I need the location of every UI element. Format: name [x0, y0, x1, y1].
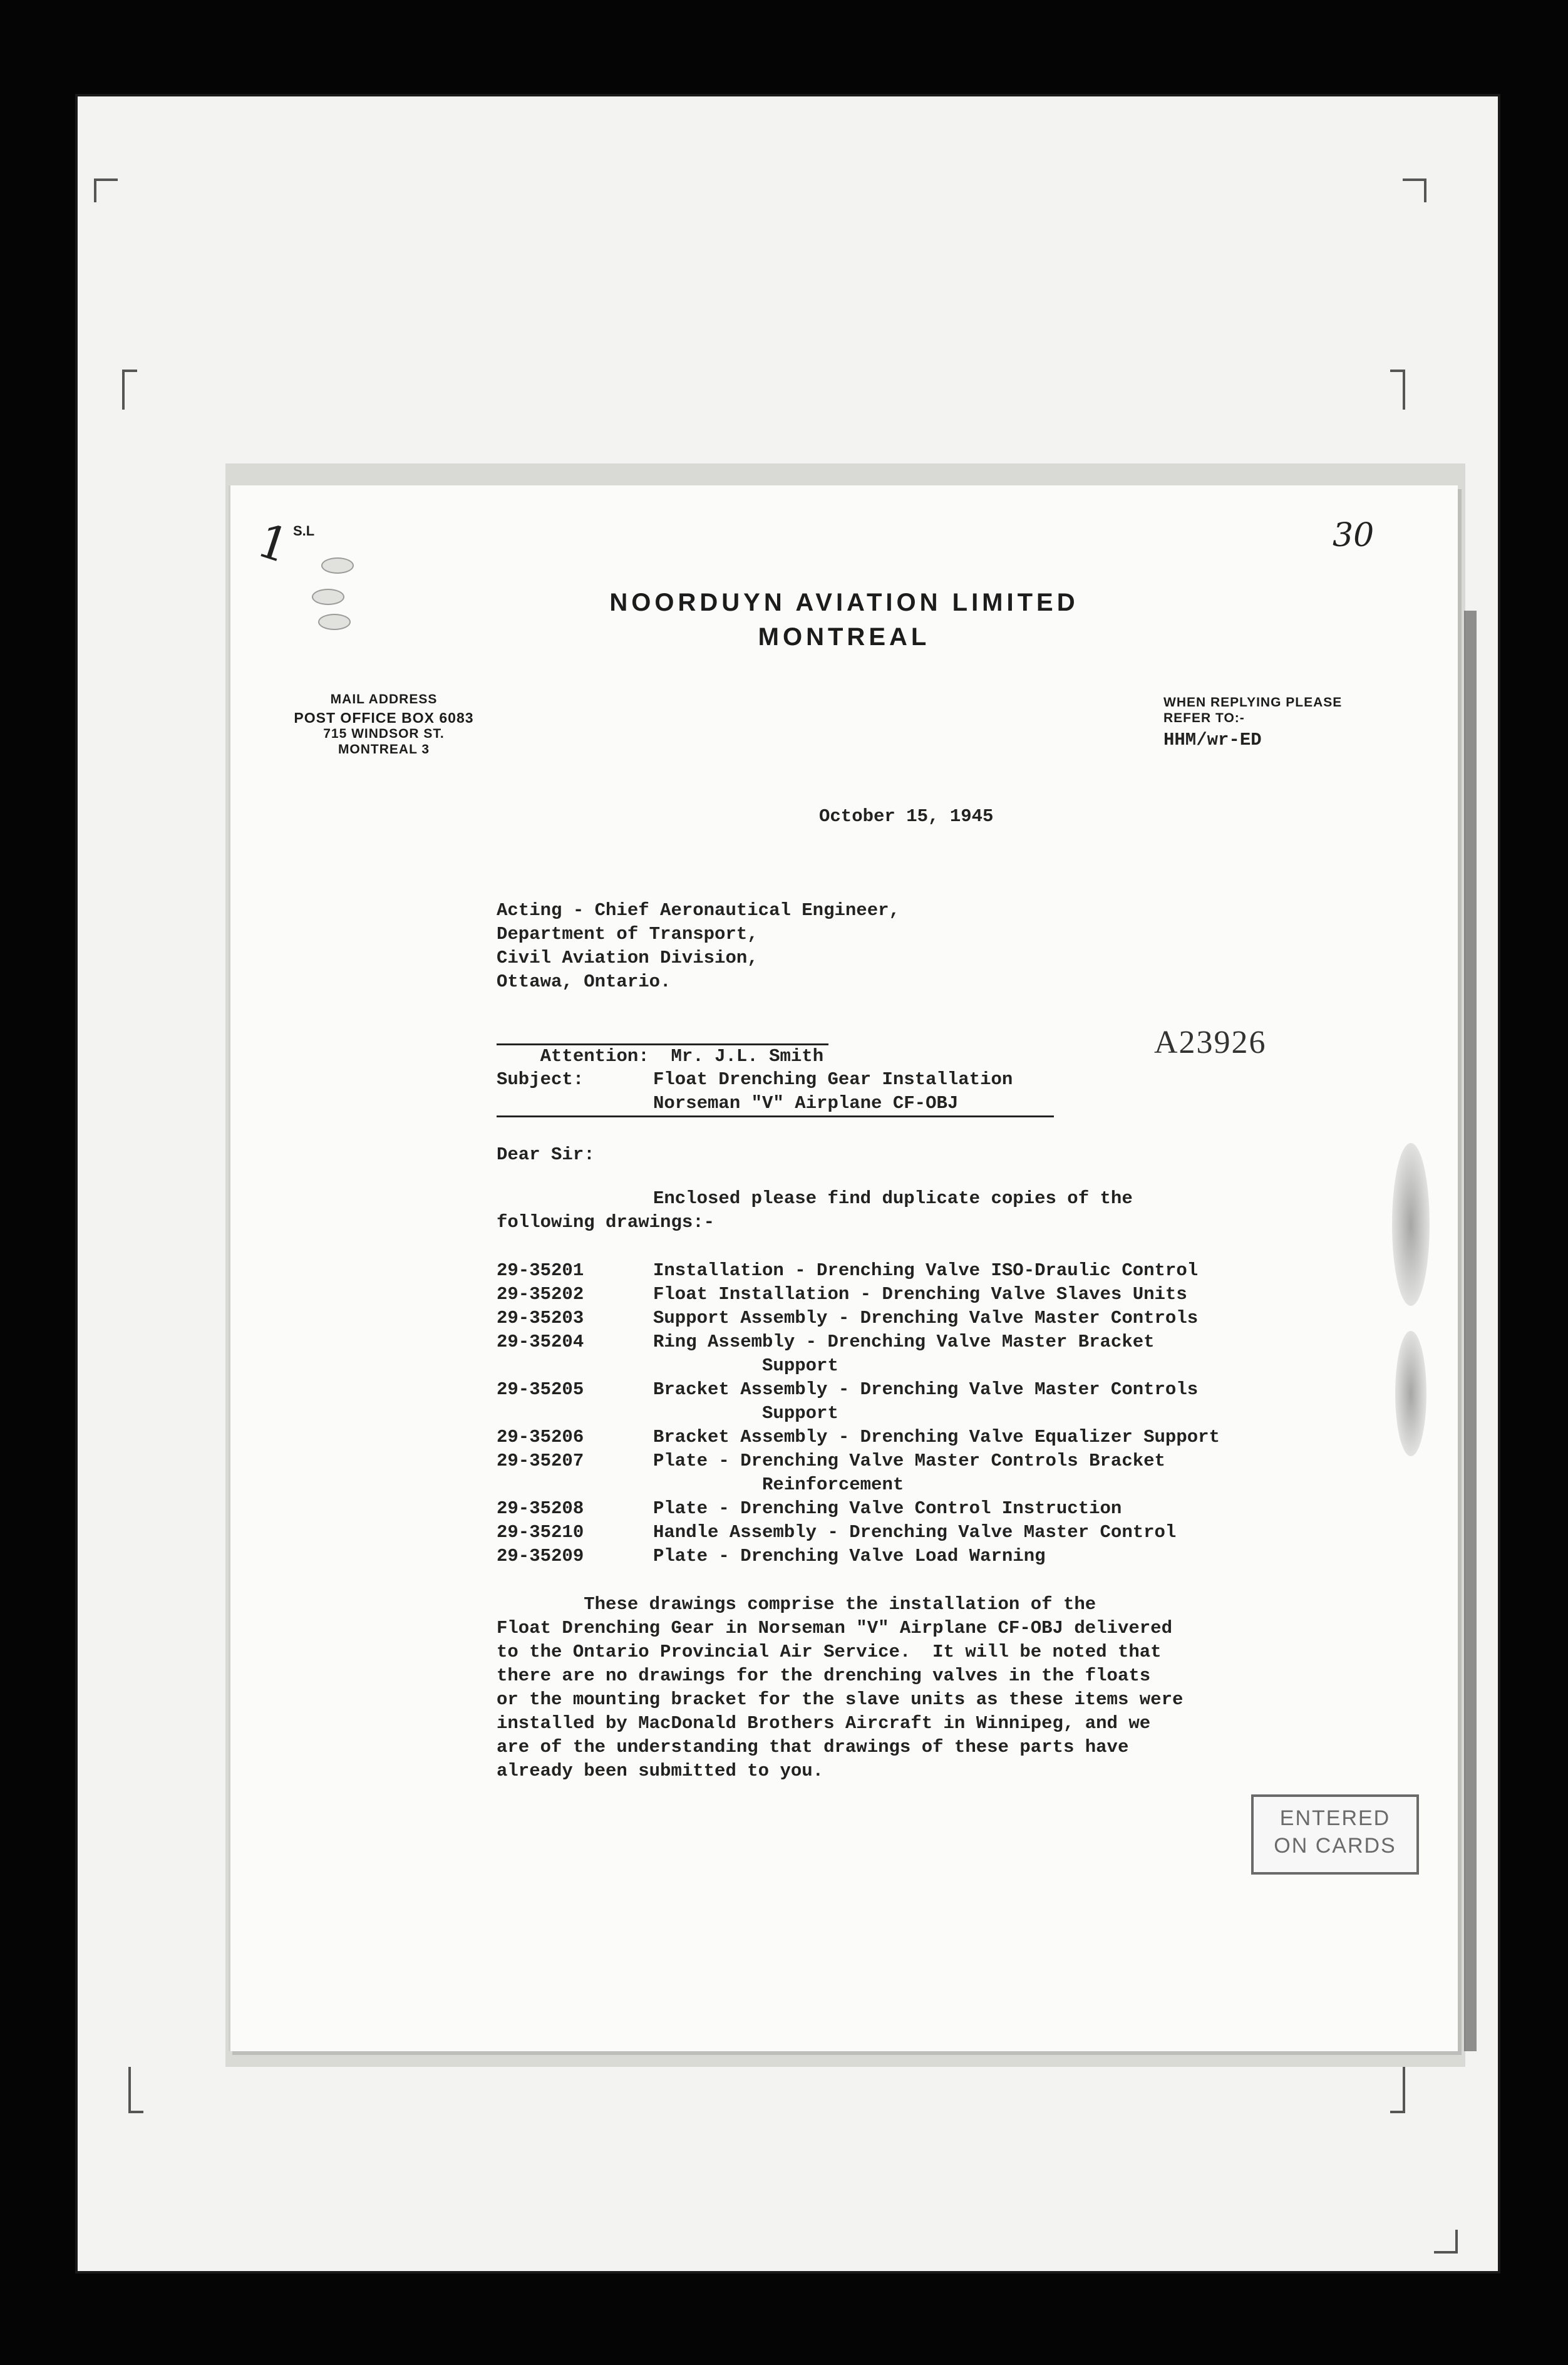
salutation: Dear Sir:: [497, 1144, 595, 1165]
mail-address-line: POST OFFICE BOX 6083: [294, 710, 474, 726]
reply-instruction: WHEN REPLYING PLEASE: [1163, 695, 1343, 710]
body-line: are of the understanding that drawings of these parts have: [497, 1737, 1129, 1757]
corner-mark-suffix: S.L: [293, 523, 315, 539]
mail-address-title: MAIL ADDRESS: [330, 692, 438, 706]
crop-mark-outer-bottom-right: [1434, 2230, 1458, 2254]
drawing-number: 29-35208: [497, 1498, 584, 1519]
crop-mark-bottom-left: [128, 2067, 143, 2113]
crop-mark-inner-top-right: [1390, 370, 1405, 410]
body-line: already been submitted to you.: [497, 1761, 824, 1781]
drawing-title: Installation - Drenching Valve ISO-Draulic Control: [653, 1260, 1199, 1281]
drawing-title: Bracket Assembly - Drenching Valve Master Controls: [653, 1379, 1199, 1400]
drawing-title: Plate - Drenching Valve Master Controls Bracket: [653, 1451, 1165, 1471]
ink-smudge: [1392, 1143, 1430, 1306]
mail-address-line: 715 WINDSOR ST.: [323, 727, 445, 741]
drawing-title: Ring Assembly - Drenching Valve Master Bracket: [653, 1332, 1155, 1352]
punch-hole: [321, 557, 354, 574]
attention-label: Attention:: [540, 1046, 649, 1067]
subject-underline: [497, 1115, 1054, 1117]
crop-mark-inner-top-left: [122, 370, 137, 410]
body-line: to the Ontario Provincial Air Service. It will be noted that: [497, 1642, 1162, 1662]
mail-address-line: MONTREAL 3: [338, 742, 430, 757]
address-line: Department of Transport,: [497, 924, 758, 944]
reply-instruction: REFER TO:-: [1163, 711, 1245, 725]
stamp-line: ON CARDS: [1274, 1834, 1396, 1858]
file-number: A23926: [1154, 1025, 1267, 1060]
body-line: installed by MacDonald Brothers Aircraft in Winnipeg, and we: [497, 1713, 1151, 1734]
drawing-title-continued: Support: [653, 1403, 838, 1424]
drawing-number: 29-35207: [497, 1451, 584, 1471]
drawing-number: 29-35202: [497, 1284, 584, 1305]
crop-mark-bottom-right: [1390, 2067, 1405, 2113]
crop-mark-top-left: [94, 179, 118, 202]
stamp-line: ENTERED: [1279, 1806, 1391, 1830]
letter-sheet: [229, 485, 1458, 2051]
entered-on-cards-stamp: [1251, 1794, 1419, 1875]
address-line: Ottawa, Ontario.: [497, 971, 671, 992]
drawing-title-continued: Reinforcement: [653, 1474, 904, 1495]
drawing-number: 29-35201: [497, 1260, 584, 1281]
drawing-title: Handle Assembly - Drenching Valve Master Control: [653, 1522, 1177, 1543]
company-city: MONTREAL: [758, 623, 931, 651]
drawing-title: Plate - Drenching Valve Control Instruction: [653, 1498, 1122, 1519]
address-line: Acting - Chief Aeronautical Engineer,: [497, 900, 900, 921]
drawing-number: 29-35206: [497, 1427, 584, 1447]
drawing-number: 29-35203: [497, 1308, 584, 1328]
sheet-edge: [1464, 611, 1477, 2051]
body-line: These drawings comprise the installation of the: [497, 1594, 1096, 1615]
page-number: 30: [1333, 517, 1375, 554]
drawing-number: 29-35205: [497, 1379, 584, 1400]
drawing-title-continued: Support: [653, 1355, 838, 1376]
drawing-title: Bracket Assembly - Drenching Valve Equalizer Support: [653, 1427, 1220, 1447]
body-line: there are no drawings for the drenching valves in the floats: [497, 1665, 1151, 1686]
body-line: or the mounting bracket for the slave units as these items were: [497, 1689, 1184, 1710]
company-name: NOORDUYN AVIATION LIMITED: [609, 589, 1079, 616]
drawing-number: 29-35204: [497, 1332, 584, 1352]
letter-date: October 15, 1945: [819, 806, 994, 827]
drawing-number: 29-35210: [497, 1522, 584, 1543]
crop-mark-top-right: [1403, 179, 1426, 202]
intro-line: Enclosed please find duplicate copies of the: [653, 1188, 1133, 1209]
address-line: Civil Aviation Division,: [497, 948, 758, 968]
corner-mark: 1: [250, 513, 296, 574]
intro-line: following drawings:-: [497, 1212, 715, 1233]
subject-line: Float Drenching Gear Installation: [653, 1069, 1013, 1090]
drawing-title: Float Installation - Drenching Valve Slaves Units: [653, 1284, 1187, 1305]
drawing-number: 29-35209: [497, 1546, 584, 1566]
ink-smudge: [1395, 1331, 1426, 1456]
drawing-title: Plate - Drenching Valve Load Warning: [653, 1546, 1046, 1566]
reply-reference: HHM/wr-ED: [1163, 730, 1262, 750]
drawing-title: Support Assembly - Drenching Valve Master Controls: [653, 1308, 1199, 1328]
subject-line: Norseman "V" Airplane CF-OBJ: [653, 1093, 959, 1114]
attention-value: Mr. J.L. Smith: [671, 1046, 824, 1067]
attention-line: [497, 1021, 828, 1067]
body-line: Float Drenching Gear in Norseman "V" Airplane CF-OBJ delivered: [497, 1618, 1172, 1638]
subject-label: Subject:: [497, 1069, 584, 1090]
